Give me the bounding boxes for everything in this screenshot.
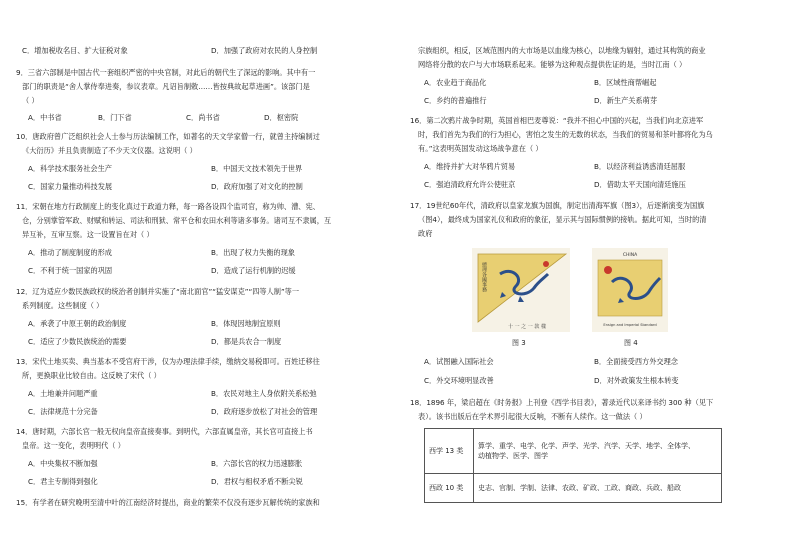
q14-option-d[interactable]: D．君权与相权矛盾不断尖锐 [211,477,303,486]
q17-option-b[interactable]: B．全面接受西方外交理念 [594,357,678,366]
q13-stem-line2: 所，更换职业比较自由。这反映了宋代（ ） [22,371,161,380]
q8-option-c[interactable]: C．增加税收名目、扩大征税对象 [22,46,128,55]
figure-3-caption: 图 3 [512,339,526,347]
q15-option-b[interactable]: B．区域性商帮崛起 [594,78,657,87]
flag3-bottom-text: 十 一 之 一 款 樣 [508,324,546,330]
q11-option-a[interactable]: A．推动了制度制度的形成 [28,248,112,257]
q9-stem-line2: 部门的职责是“舍人掌侍奉进奏，参议表章。凡诏旨制敕……皆按典故起草进画”。该部门是 [22,82,310,91]
q16-stem-line2: 时，我们首先为我们的行为担心，害怕之发生的无数的状态，当我们的贸易和茶叶都将化为乌 [418,130,713,139]
q13-option-a[interactable]: A．土地兼并问题严重 [28,389,98,398]
table-row [425,429,722,474]
table-row-label: 西政 10 类 [425,474,474,503]
q10-option-d[interactable]: D．政府加强了对文化的控制 [211,182,303,191]
flag3-vertical-text: 總理各國事務 [481,262,487,292]
q15-stem-line3: 网络将分散的农户与大市场联系起来。能够为这种观点提供佐证的是，当时江南（ ） [418,60,687,69]
flag4-title: CHINA [622,253,638,258]
q17-option-c[interactable]: C．外交环境明显改善 [424,376,494,385]
q10-option-b[interactable]: B．中国天文技术领先于世界 [211,164,303,173]
table-row-content [474,429,722,474]
table-row-label: 西学 13 类 [425,429,474,474]
q11-stem-line1: 11．宋朝在地方行政制度上的变化真过于政道力释，每一路各设四个监司官，称为帅、漕、宪、 [16,202,320,211]
q16-option-d[interactable]: D．借助太平天国向清廷施压 [594,180,686,189]
q15-stem-line1: 15．有学者在研究晚明至清中叶的江南经济时提出，商业的繁荣不仅没有逐步瓦解传统的家族和 [16,498,320,507]
q14-option-c[interactable]: C．君主专制得到强化 [28,477,98,486]
q14-option-a[interactable]: A．中央集权不断加强 [28,459,98,468]
western-books-table [424,428,722,503]
figure-4-national-flag [592,248,668,332]
table-row [425,474,722,503]
flag4-caption: Ensign and Imperial Standard [603,323,657,327]
q15-option-c[interactable]: C．乡约的普遍推行 [424,96,487,105]
q14-option-b[interactable]: B．六部长官的权力迅速膨胀 [211,459,303,468]
figure-3-navy-flag [472,248,570,332]
q12-stem-line1: 12．辽为适应少数民族政权的统治者创制并实施了“南北面官”“猛安谋克”“四等人制”等一 [16,287,300,296]
table-row-content-line: 算学、重学、电学、化学、声学、光学、汽学、天学、地学、全体学、 [478,442,695,450]
q11-option-b[interactable]: B．出现了权力失衡的现象 [211,248,295,257]
q10-option-c[interactable]: C．国家力量推动科技发展 [28,182,113,191]
table-row-content-line: 史志、官制、学制、法律、农政、矿政、工政、商政、兵政、船政 [478,484,681,492]
q13-option-d[interactable]: D．政府逐步放松了对社会的管理 [211,407,318,416]
q9-stem-line3: （ ） [22,96,39,105]
q11-option-d[interactable]: D．造成了运行机制的迟缓 [211,266,296,275]
figure-4-caption: 图 4 [624,339,638,347]
q11-option-c[interactable]: C．不利于统一国家的巩固 [28,266,113,275]
q9-option-a[interactable]: A．中书省 [28,113,62,122]
q16-option-b[interactable]: B．以经济利益诱惑清廷屈服 [594,162,686,171]
table-row-content [474,474,722,503]
q17-option-d[interactable]: D．对外政策发生根本转变 [594,376,679,385]
q12-option-c[interactable]: C．适应了少数民族统治的需要 [28,337,127,346]
q17-stem-line3: 政府 [418,229,433,238]
q15-stem-line2: 宗族组织，相反，区域范围内的大市场是以血缘为核心，以地缘为辐射，通过其构筑的商业 [418,46,706,55]
q11-stem-line2: 仓，分别掌管军政、财赋和转运、司法和刑狱、常平仓和农田水利等诸多事务。诸司互不隶属，互 [22,216,332,225]
q9-option-d[interactable]: D．枢密院 [264,113,299,122]
q9-option-c[interactable]: C．尚书省 [186,113,220,122]
q14-stem-line2: 皇帝。这一变化，表明明代（ ） [22,441,125,450]
q17-stem-line1: 17．19世纪60年代，清政府以皇家龙旗为国旗，制定出清海军旗（图3），后逐渐演变为国旗 [410,201,705,210]
q10-stem-line1: 10．唐政府曾广泛组织社会人士参与历法编制工作，如著名的天文学家僧一行，就曾主持编制过 [16,132,320,141]
q16-stem-line3: 有。”这表明英国发动这场战争意在（ ） [418,144,543,153]
q13-stem-line1: 13．宋代土地买卖、典当基本不受官府干涉，仅为办理法律手续，缴纳交易税即可。百姓迁移往 [16,357,320,366]
table-row-content-line: 动植物学、医学、图学 [478,452,548,460]
q12-stem-line2: 系列制度。这些制度（ ） [22,301,104,310]
q10-option-a[interactable]: A．科学技术服务社会生产 [28,164,112,173]
q16-stem-line1: 16．第二次鸦片战争时期，英国首相巴麦尊说：“我并不担心中国的兴起，当我们向北京进军 [410,116,704,125]
q13-option-c[interactable]: C．法律规范十分完备 [28,407,98,416]
q16-option-c[interactable]: C．强迫清政府允许公使驻京 [424,180,516,189]
q18-stem-line2: 表）。该书出版后在学术界引起很大反响，不断有人续作。这一做法（ ） [418,412,647,421]
q11-stem-line3: 异互补，互审互察。这一设置旨在对（ ） [22,230,154,239]
q17-option-a[interactable]: A．试图融入国际社会 [424,357,494,366]
q13-option-b[interactable]: B．农民对地主人身依附关系松弛 [211,389,317,398]
q9-option-b[interactable]: B．门下省 [98,113,132,122]
q15-option-d[interactable]: D．新生产关系萌芽 [594,96,658,105]
q14-stem-line1: 14．唐时期，六部长官一般无权向皇帝直接奏事。到明代，六部直属皇帝，其长官可直接上书 [16,427,313,436]
q18-stem-line1: 18．1896 年，梁启超在《时务报》上刊登《西学书目表》，著录近代以来译书约 300 种（见下 [410,398,714,407]
q16-option-a[interactable]: A．维持并扩大对华鸦片贸易 [424,162,516,171]
q17-stem-line2: （图4），最终成为国家礼仪和政府的象征，显示其与国际惯例的接轨。据此可知，当时的清 [418,215,707,224]
q10-stem-line2: 《大衍历》并且负责制造了不少天文仪器。这说明（ ） [22,146,197,155]
q9-stem-line1: 9．三省六部制是中国古代一套组织严密的中央官制，对此后的朝代生了深远的影响。其中有一 [16,68,316,77]
q15-option-a[interactable]: A．农业趋于商品化 [424,78,487,87]
q8-option-d[interactable]: D．加强了政府对农民的人身控制 [211,46,318,55]
q12-option-b[interactable]: B．体现因地制宜原则 [211,319,281,328]
q12-option-a[interactable]: A．承袭了中原王朝的政治制度 [28,319,127,328]
q12-option-d[interactable]: D．都是兵农合一制度 [211,337,282,346]
